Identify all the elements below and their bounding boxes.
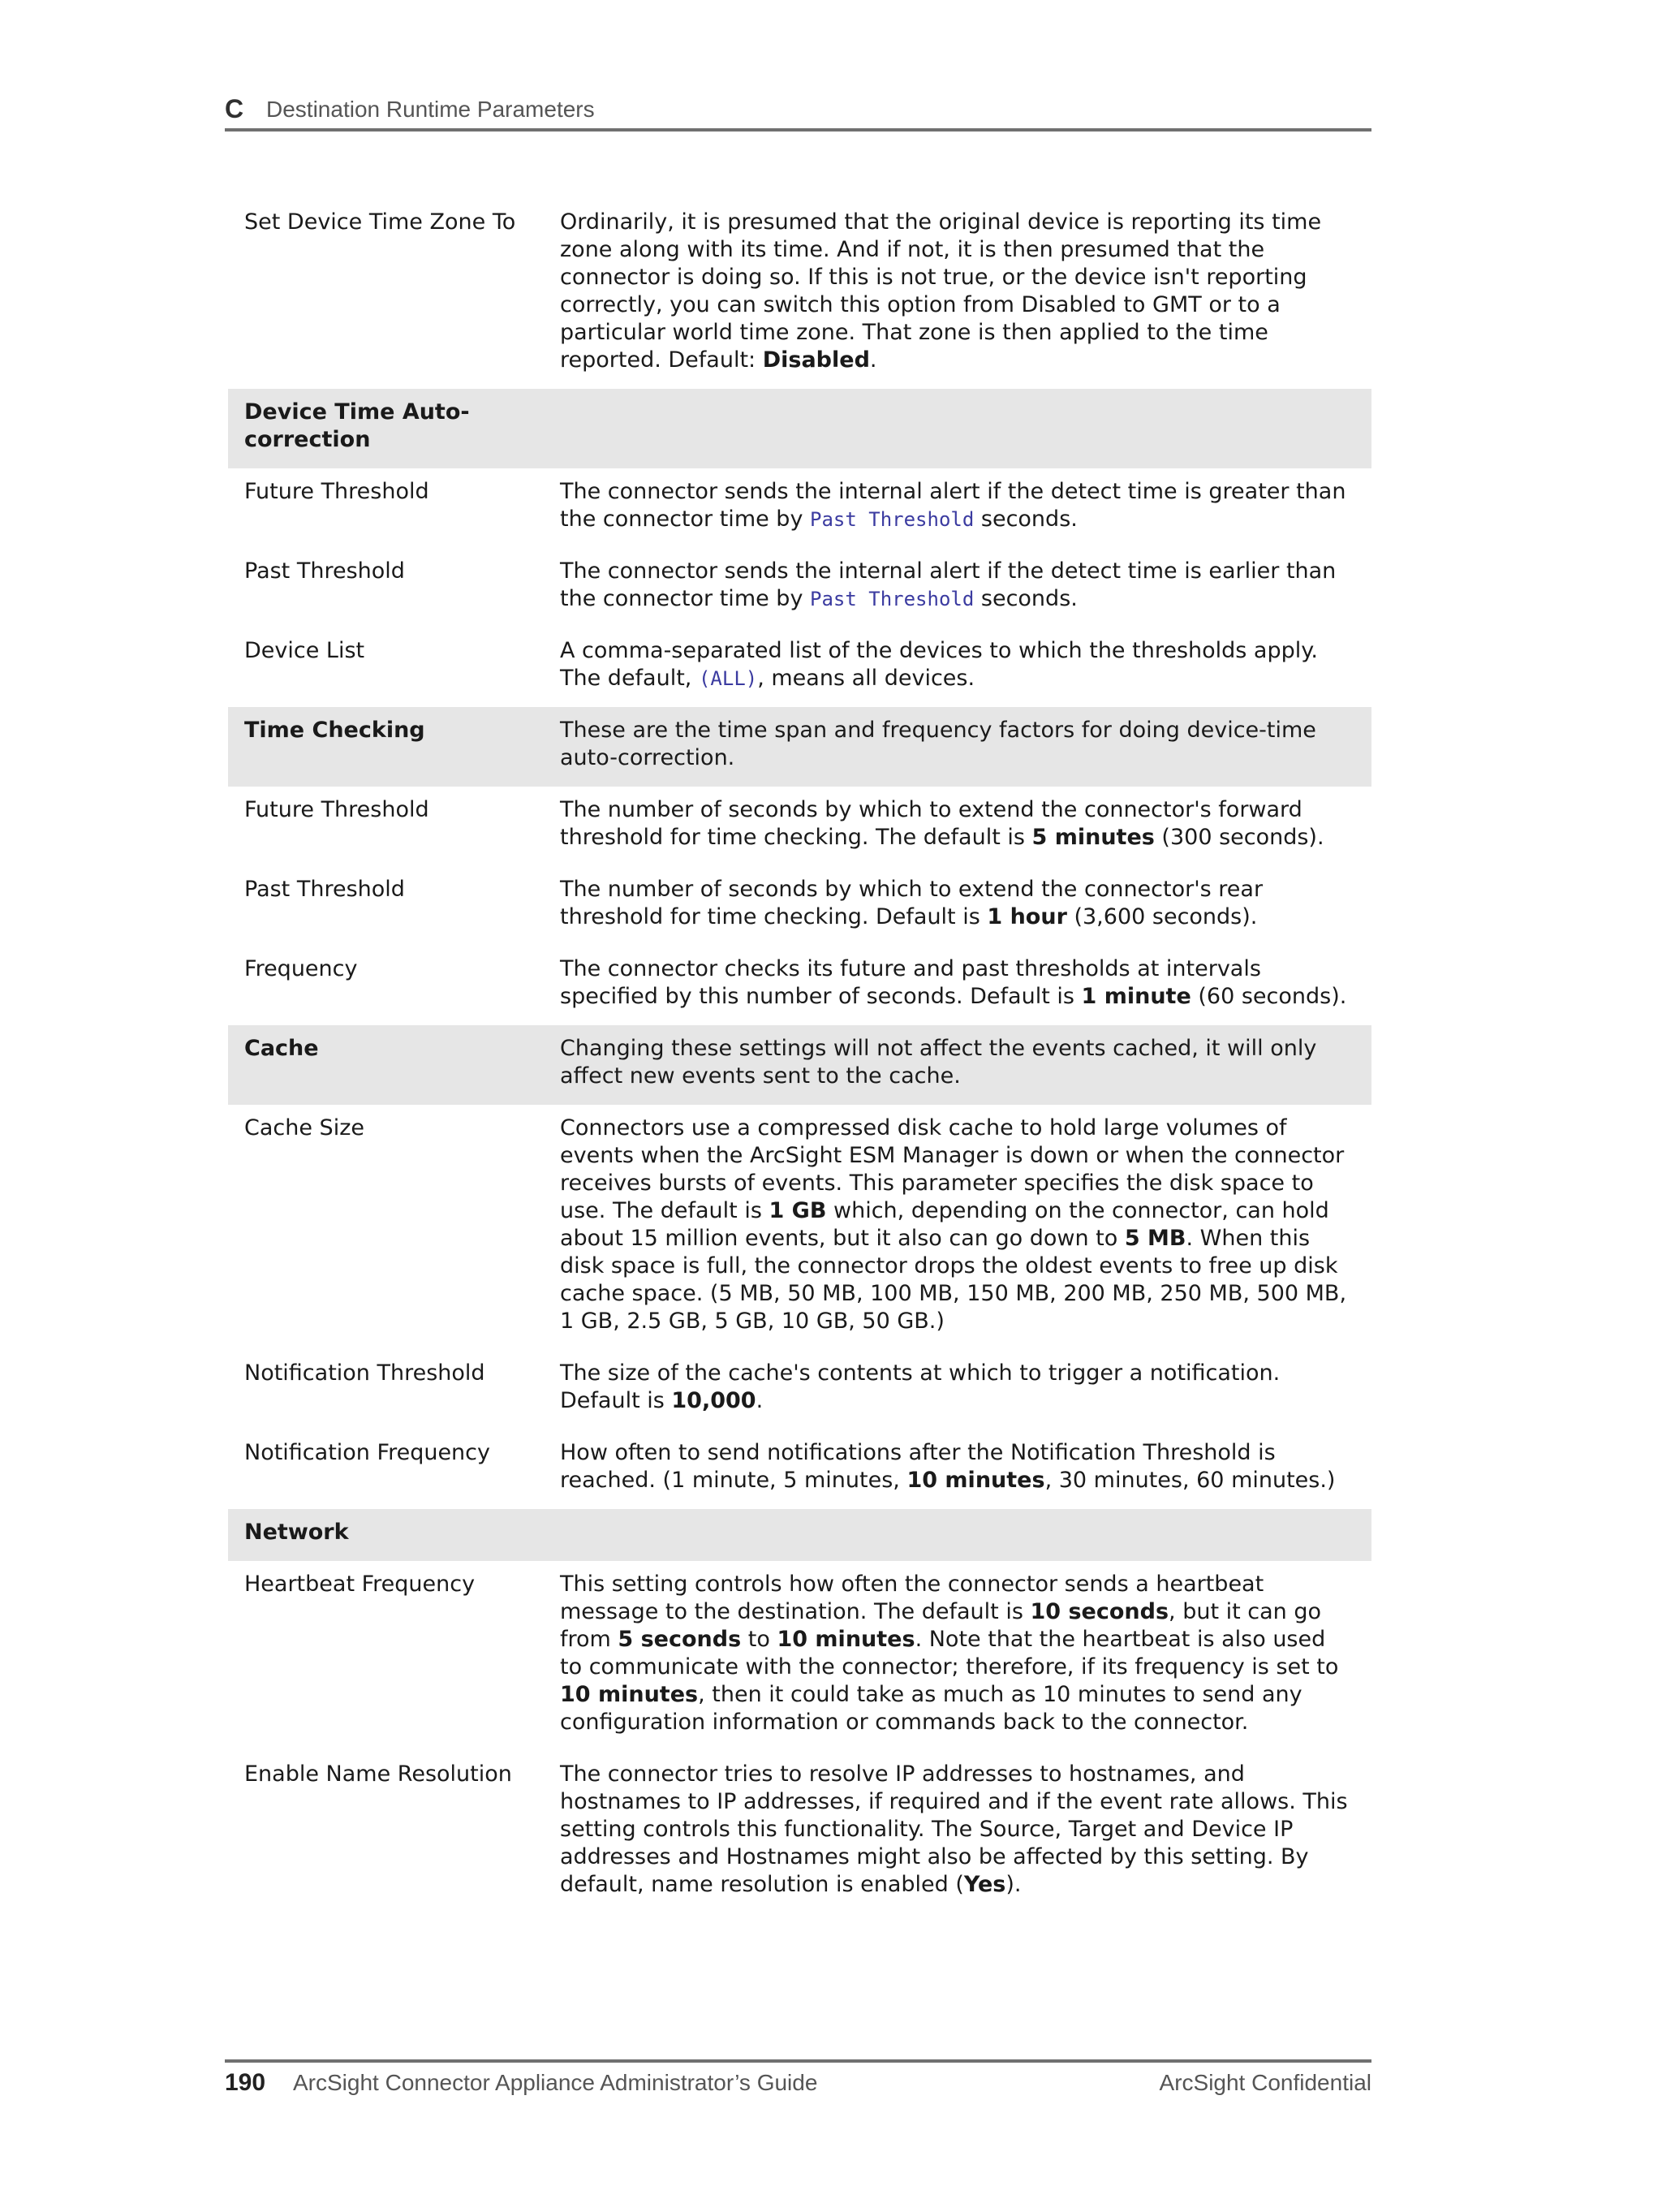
parameter-description <box>560 955 1371 1011</box>
parameter-description <box>560 1761 1371 1899</box>
description-text: seconds. <box>974 586 1078 611</box>
section-row <box>228 707 1371 787</box>
description-text: . <box>869 347 877 373</box>
parameter-description <box>560 637 1371 692</box>
parameter-row <box>228 866 1371 946</box>
parameter-name: Network <box>244 1520 349 1545</box>
parameter-description <box>560 399 1371 454</box>
parameter-name: Future Threshold <box>244 797 429 822</box>
page-footer <box>225 2059 1371 2100</box>
description-text: This setting controls how often the connector sends a heartbeat message to the destination. The default is <box>560 1572 1264 1624</box>
parameter-row <box>228 946 1371 1025</box>
description-text: The connector sends the internal alert if the detect time is earlier than the connector time by <box>560 558 1337 611</box>
parameter-name: Past Threshold <box>244 877 405 902</box>
description-text: (3,600 seconds). <box>1066 904 1258 929</box>
bold-text: 10 minutes <box>906 1468 1045 1493</box>
description-text: The number of seconds by which to extend the connector's rear threshold for time checking. Default is <box>560 877 1264 929</box>
description-text: which, depending on the connector, can hold about 15 million events, but it also can go down to <box>560 1198 1329 1251</box>
parameter-name: Cache <box>244 1036 319 1061</box>
bold-text: 10,000 <box>671 1388 756 1413</box>
section-row <box>228 1025 1371 1105</box>
description-text: to <box>741 1627 777 1652</box>
bold-text: 1 hour <box>987 904 1067 929</box>
bold-text: Disabled <box>762 347 870 373</box>
parameter-row <box>228 468 1371 548</box>
bold-text: 1 minute <box>1081 984 1191 1009</box>
parameter-name: Cache Size <box>244 1115 364 1140</box>
description-text: Changing these settings will not affect the events cached, it will only affect new events sent to the cache. <box>560 1036 1317 1089</box>
parameter-row <box>228 199 1371 389</box>
parameter-description <box>560 876 1371 931</box>
section-row <box>228 1509 1371 1561</box>
bold-text: 10 minutes <box>560 1682 699 1707</box>
chapter-title: Destination Runtime Parameters <box>266 97 595 122</box>
parameter-description <box>560 1035 1371 1090</box>
parameter-description <box>560 478 1371 533</box>
parameter-row <box>228 627 1371 707</box>
parameter-description <box>560 1571 1371 1736</box>
parameter-row <box>228 548 1371 627</box>
bold-text: 5 MB <box>1124 1226 1186 1251</box>
description-text: . When this disk space is full, the connector drops the oldest events to free up disk cache space. (5 MB, 50 MB, 100 MB, 150 MB, 200 MB, 250 MB, 500 MB, 1 GB, 2.5 GB, 5 GB, 10 GB, 50 GB.) <box>560 1226 1347 1334</box>
parameter-description <box>560 1439 1371 1494</box>
description-text: The connector sends the internal alert if the detect time is greater than the connector time by <box>560 479 1346 532</box>
description-text: The number of seconds by which to extend the connector's forward threshold for time checking. The default is <box>560 797 1302 850</box>
parameter-table <box>228 199 1371 1913</box>
bold-text: 10 seconds <box>1030 1599 1169 1624</box>
description-text: . <box>756 1388 764 1413</box>
section-row <box>228 389 1371 468</box>
parameter-name: Frequency <box>244 956 358 981</box>
description-text: , 30 minutes, 60 minutes.) <box>1044 1468 1336 1493</box>
code-text: Past Threshold <box>810 588 975 610</box>
parameter-description <box>560 558 1371 613</box>
parameter-name: Device Time Auto-correction <box>244 399 470 452</box>
bold-text: 1 GB <box>769 1198 827 1223</box>
parameter-description <box>560 1519 1371 1546</box>
description-text: ). <box>1005 1872 1022 1897</box>
parameter-description <box>560 796 1371 852</box>
bold-text: 5 seconds <box>618 1627 742 1652</box>
description-text: How often to send notifications after the Notification Threshold is reached. (1 minute, 5 minutes, <box>560 1440 1276 1493</box>
description-text: The connector checks its future and past thresholds at intervals specified by this number of seconds. Default is <box>560 956 1261 1009</box>
code-text: Past Threshold <box>810 508 975 531</box>
page-header <box>225 91 1371 132</box>
parameter-name: Past Threshold <box>244 558 405 584</box>
parameter-name: Notification Frequency <box>244 1440 490 1465</box>
parameter-description <box>560 717 1371 772</box>
description-text: (300 seconds). <box>1154 825 1324 850</box>
parameter-row <box>228 1561 1371 1751</box>
parameter-row <box>228 1429 1371 1509</box>
bold-text: Yes <box>963 1872 1006 1897</box>
chapter-letter: C <box>225 94 244 123</box>
description-text: A comma-separated list of the devices to which the thresholds apply. The default, <box>560 638 1318 691</box>
bold-text: 10 minutes <box>777 1627 915 1652</box>
parameter-name: Time Checking <box>244 718 425 743</box>
parameter-name: Enable Name Resolution <box>244 1761 512 1787</box>
parameter-row <box>228 1105 1371 1350</box>
description-text: . Note that the heartbeat is also used to communicate with the connector; therefore, if its frequency is set to <box>560 1627 1339 1679</box>
parameter-description <box>560 209 1371 374</box>
description-text: , but it can go from <box>560 1599 1322 1652</box>
description-text: The size of the cache's contents at which to trigger a notification. Default is <box>560 1360 1281 1413</box>
parameter-description <box>560 1360 1371 1415</box>
description-text: seconds. <box>974 507 1078 532</box>
parameter-description <box>560 1115 1371 1335</box>
description-text: These are the time span and frequency factors for doing device-time auto-correction. <box>560 718 1316 770</box>
code-text: (ALL) <box>698 667 758 690</box>
parameter-name: Heartbeat Frequency <box>244 1572 476 1597</box>
description-text: Connectors use a compressed disk cache to hold large volumes of events when the ArcSight ESM Manager is down or when the connector receives bursts of events. This parameter specifies the disk space to use. The default is <box>560 1115 1345 1223</box>
parameter-row <box>228 1751 1371 1913</box>
document-title: ArcSight Connector Appliance Administrator’s Guide <box>293 2070 818 2095</box>
parameter-row <box>228 1350 1371 1429</box>
parameter-name: Future Threshold <box>244 479 429 504</box>
description-text: (60 seconds). <box>1191 984 1347 1009</box>
parameter-name: Device List <box>244 638 365 663</box>
description-text: The connector tries to resolve IP addresses to hostnames, and hostnames to IP addresses, if required and if the event rate allows. This setting controls this functionality. The Source, Target and Device IP addresses and Hostnames might also be affected by this setting. By default, name resolution is enabled ( <box>560 1761 1348 1897</box>
page-number: 190 <box>225 2069 266 2096</box>
bold-text: 5 minutes <box>1031 825 1155 850</box>
parameter-row <box>228 787 1371 866</box>
description-text: , then it could take as much as 10 minutes to send any configuration information or commands back to the connector. <box>560 1682 1302 1735</box>
parameter-name: Notification Threshold <box>244 1360 485 1386</box>
parameter-name: Set Device Time Zone To <box>244 209 516 235</box>
confidential-label: ArcSight Confidential <box>1159 2070 1371 2095</box>
description-text: , means all devices. <box>757 666 975 691</box>
description-text: Ordinarily, it is presumed that the original device is reporting its time zone along with its time. And if not, it is then presumed that the connector is doing so. If this is not true, or the device isn't reporting correctly, you can switch this option from Disabled to GMT or to a particular world time zone. That zone is then applied to the time reported. Default: <box>560 209 1322 373</box>
